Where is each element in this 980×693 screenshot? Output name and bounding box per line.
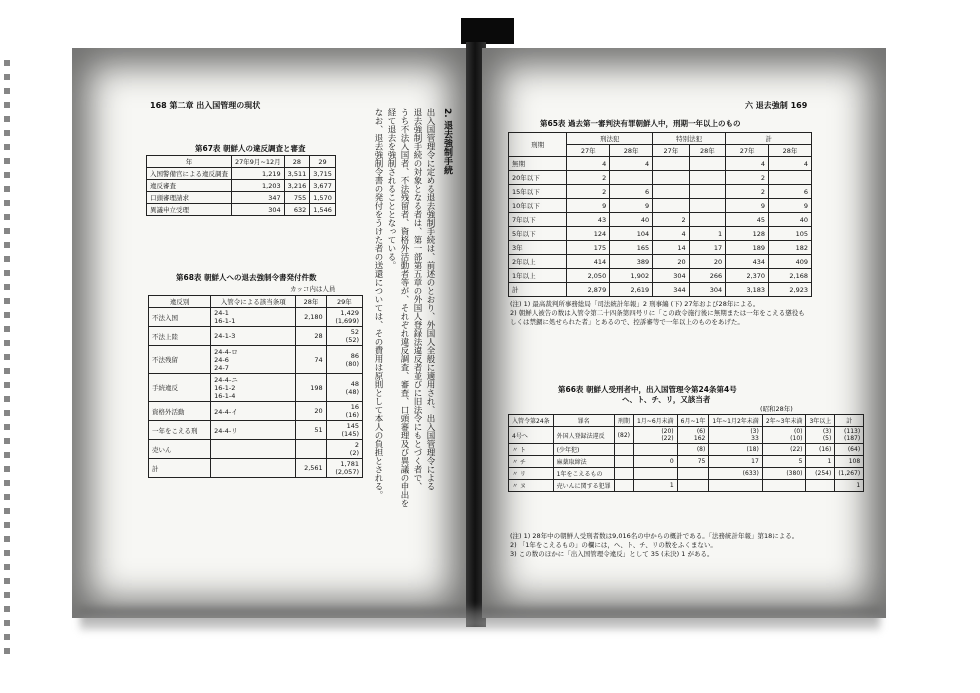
table-cell: 17 xyxy=(709,456,762,468)
table65-row-head: 刑期 xyxy=(509,133,567,157)
table-cell: 20 xyxy=(653,255,690,269)
table67-cell: 1,203 xyxy=(232,180,285,192)
table65-subheader: 28年 xyxy=(689,145,726,157)
table-cell: 24-1-3 xyxy=(211,327,296,346)
table-cell xyxy=(677,468,709,480)
table-cell: (1,267) xyxy=(835,468,864,480)
table67-cell: 3,216 xyxy=(284,180,310,192)
table-cell: 51 xyxy=(296,421,326,440)
table67-cell: 3,715 xyxy=(310,168,336,180)
table-cell: 1 xyxy=(806,456,835,468)
body-paragraph: うち不法入国者、不法残留者、資格外活動者等が、それぞれ違反調査、審査、口頭審理及び異議の申出を xyxy=(399,108,409,508)
table67-header-cell: 28 xyxy=(284,156,310,168)
table67-cell: 口頭審理請求 xyxy=(147,192,232,204)
table-cell: (18) xyxy=(709,444,762,456)
table-cell: 389 xyxy=(610,255,653,269)
table-cell: 2,370 xyxy=(726,269,769,283)
table-cell xyxy=(211,459,296,478)
table-cell xyxy=(677,480,709,492)
table-cell: 麻薬取締法 xyxy=(553,456,614,468)
table-cell: 4 xyxy=(769,157,812,171)
table-cell xyxy=(614,456,633,468)
table-cell: 9 xyxy=(769,199,812,213)
table65-notes xyxy=(510,300,810,327)
body-paragraph: 出入国管理令に定める退去強制手続は、前述のとおり、外国人全般に適用され、出入国管理令による xyxy=(425,108,435,491)
table-cell: 20 xyxy=(296,402,326,421)
table-cell: 7年以下 xyxy=(509,213,567,227)
table-cell xyxy=(689,199,726,213)
table-cell xyxy=(709,480,762,492)
table-row xyxy=(509,468,864,480)
table-row xyxy=(509,227,812,241)
table65-group-header: 計 xyxy=(726,133,812,145)
table-cell: (82) xyxy=(614,427,633,444)
table-cell: 計 xyxy=(509,283,567,297)
table-cell: (20) (22) xyxy=(633,427,677,444)
body-paragraph: なお、退去強制令書の発付をうけた者の送還については、その費用は原則として本人の負担とされる。 xyxy=(373,108,383,499)
table-cell xyxy=(614,480,633,492)
table-cell: 198 xyxy=(296,374,326,402)
table-cell xyxy=(689,185,726,199)
table-cell: 165 xyxy=(610,241,653,255)
table66-notes xyxy=(510,532,810,559)
table-row xyxy=(509,255,812,269)
table65-group-header: 刑法犯 xyxy=(567,133,653,145)
table-cell: 不法上陸 xyxy=(149,327,211,346)
table-cell xyxy=(653,171,690,185)
table65-caption: 第65表 過去第一審判決有罪朝鮮人中，刑期一年以上のもの xyxy=(540,119,741,128)
table66-header-cell: 計 xyxy=(835,415,864,427)
table-cell: 2 xyxy=(567,171,610,185)
table-row xyxy=(509,444,864,456)
table-row xyxy=(149,327,363,346)
table-cell: 0 xyxy=(633,456,677,468)
scan-edge-artifact xyxy=(4,60,10,660)
table67-cell: 入国警備官による違反調査 xyxy=(147,168,232,180)
table-cell xyxy=(689,213,726,227)
table-cell xyxy=(689,157,726,171)
table67-caption: 第67表 朝鮮人の違反調査と審査 xyxy=(195,144,306,153)
note-line: (注) 1) 最高裁判所事務総局「司法統計年報」2 刑事編 (下) 27年および28年による。 xyxy=(510,300,760,308)
table-cell: 266 xyxy=(689,269,726,283)
table-cell: (少年犯) xyxy=(553,444,614,456)
note-line: 3) この数のほかに「出入国管理令違反」として 35 (未決) 1 がある。 xyxy=(510,550,714,558)
section-heading: 2. 退去強制手続 xyxy=(442,108,452,175)
table-cell: 105 xyxy=(769,227,812,241)
table-cell: 4 xyxy=(610,157,653,171)
table-cell: 145 (145) xyxy=(326,421,362,440)
table-cell: 5 xyxy=(762,456,806,468)
table67-cell: 632 xyxy=(284,204,310,216)
table-cell: 3年 xyxy=(509,241,567,255)
right-running-head: 六 退去強制 169 xyxy=(745,101,808,110)
table-cell: 2,619 xyxy=(610,283,653,297)
table-cell: 1,781 (2,057) xyxy=(326,459,362,478)
table-cell: 6 xyxy=(769,185,812,199)
table-cell: 1年をこえるもの xyxy=(553,468,614,480)
table68-unit: カッコ内は人員 xyxy=(290,285,336,293)
table-row xyxy=(509,269,812,283)
table-cell xyxy=(614,444,633,456)
table67-cell: 347 xyxy=(232,192,285,204)
table-cell: (0) (10) xyxy=(762,427,806,444)
table-cell: 104 xyxy=(610,227,653,241)
table68-body xyxy=(149,308,363,478)
table-row xyxy=(149,374,363,402)
table-cell: 409 xyxy=(769,255,812,269)
table-cell: (3) (5) xyxy=(806,427,835,444)
table66-header-cell: 罪名 xyxy=(553,415,614,427)
table-cell: 2,050 xyxy=(567,269,610,283)
table-cell: 16 (16) xyxy=(326,402,362,421)
table-cell: 24-4-イ xyxy=(211,402,296,421)
table67-cell: 3,677 xyxy=(310,180,336,192)
table-cell xyxy=(614,468,633,480)
scan-black-block xyxy=(461,18,514,44)
table-cell: 3,183 xyxy=(726,283,769,297)
table-cell: 一年をこえる刑 xyxy=(149,421,211,440)
table-cell: 2,168 xyxy=(769,269,812,283)
table-cell: 2 xyxy=(567,185,610,199)
table66-header-cell: 3年以上 xyxy=(806,415,835,427)
table-cell: 2 (2) xyxy=(326,440,362,459)
table-cell: 86 (80) xyxy=(326,346,362,374)
table-cell: 304 xyxy=(689,283,726,297)
table-row xyxy=(509,480,864,492)
table-cell: 1 xyxy=(835,480,864,492)
table-row xyxy=(509,427,864,444)
table-cell: (380) xyxy=(762,468,806,480)
body-paragraph: 経て退去を強制されることとなっている。 xyxy=(386,108,396,270)
table-row xyxy=(509,241,812,255)
table66-header-cell: 1年~1月2年未満 xyxy=(709,415,762,427)
table-cell: 1 xyxy=(633,480,677,492)
table-cell: 2,180 xyxy=(296,308,326,327)
table66-header-cell: 入管令第24条 xyxy=(509,415,554,427)
table-cell: 45 xyxy=(726,213,769,227)
table-row xyxy=(149,402,363,421)
table-row xyxy=(509,456,864,468)
table66-caption: 第66表 朝鮮人受刑者中，出入国管理令第24条第4号 xyxy=(558,385,737,394)
body-paragraph: 退去強制手続の対象となる者は、第一部第五章の外国人登録法違反者並びに旧法令にもとづく者で、 xyxy=(412,108,422,491)
table-cell: (8) xyxy=(677,444,709,456)
table67-header-cell: 年 xyxy=(147,156,232,168)
table-cell: 10年以下 xyxy=(509,199,567,213)
table-cell: 108 xyxy=(835,456,864,468)
table-cell: 計 xyxy=(149,459,211,478)
table-cell xyxy=(296,440,326,459)
table-cell: 9 xyxy=(610,199,653,213)
table-cell: 1 xyxy=(689,227,726,241)
table66-caption-2: ヘ、ト、チ、リ，又該当者 xyxy=(622,395,711,404)
table-row xyxy=(149,421,363,440)
table-cell: 不法入国 xyxy=(149,308,211,327)
table-cell: 1,902 xyxy=(610,269,653,283)
table-cell: 2年以上 xyxy=(509,255,567,269)
table65-subheader: 28年 xyxy=(769,145,812,157)
table-cell: (64) xyxy=(835,444,864,456)
table-cell: 不法残留 xyxy=(149,346,211,374)
table-cell: 4 xyxy=(567,157,610,171)
table-cell: 40 xyxy=(769,213,812,227)
table-cell: 2 xyxy=(726,185,769,199)
table-row xyxy=(509,283,812,297)
table-cell: 24-4-ニ 16-1-2 16-1-4 xyxy=(211,374,296,402)
table-cell: 売いん xyxy=(149,440,211,459)
body-text xyxy=(372,108,436,558)
table-cell xyxy=(653,157,690,171)
table-cell xyxy=(806,480,835,492)
table-cell: 414 xyxy=(567,255,610,269)
table-cell: 9 xyxy=(726,199,769,213)
note-line: 2) 朝鮮人被告の数は入管令第二十四条第四号リに「この政令施行後に無期または一年をこえる懲役もしくは禁錮に処せられた者」とあるので、控訴審等で一年以上のものをあげた。 xyxy=(510,309,805,326)
table-row xyxy=(509,199,812,213)
table67-cell: 755 xyxy=(284,192,310,204)
table-cell: 128 xyxy=(726,227,769,241)
table-row xyxy=(149,346,363,374)
table-cell: 124 xyxy=(567,227,610,241)
table-cell: (6) 162 xyxy=(677,427,709,444)
table-cell: (3) 33 xyxy=(709,427,762,444)
table65-subheader: 27年 xyxy=(726,145,769,157)
table65-group-header: 特別法犯 xyxy=(653,133,726,145)
table-cell: 2 xyxy=(653,213,690,227)
table-cell: 74 xyxy=(296,346,326,374)
table-cell: 9 xyxy=(567,199,610,213)
table-cell xyxy=(610,171,653,185)
table-row xyxy=(149,308,363,327)
table-cell: 434 xyxy=(726,255,769,269)
table-cell: 1年以上 xyxy=(509,269,567,283)
table-cell: 40 xyxy=(610,213,653,227)
table-cell: 4 xyxy=(726,157,769,171)
table-cell: (16) xyxy=(806,444,835,456)
note-line: (注) 1) 28年中の朝鮮人受刑者数は9,016名の中からの概計である。「法務統計年報」第18による。 xyxy=(510,532,799,540)
table-cell: 〃 ト xyxy=(509,444,554,456)
table-cell: (22) xyxy=(762,444,806,456)
table-cell: 2,923 xyxy=(769,283,812,297)
table-cell: 20 xyxy=(689,255,726,269)
table-cell: 〃 チ xyxy=(509,456,554,468)
table67-cell: 3,511 xyxy=(284,168,310,180)
table68-header-cell: 違反別 xyxy=(149,296,211,308)
table-cell xyxy=(769,171,812,185)
table-cell: 無期 xyxy=(509,157,567,171)
table-row xyxy=(509,213,812,227)
table-cell xyxy=(762,480,806,492)
table66 xyxy=(508,414,864,492)
table67-cell: 1,546 xyxy=(310,204,336,216)
table-cell: 手続違反 xyxy=(149,374,211,402)
table-cell: 189 xyxy=(726,241,769,255)
table-cell: 28 xyxy=(296,327,326,346)
table65-subheader: 27年 xyxy=(567,145,610,157)
table67-header-cell: 29 xyxy=(310,156,336,168)
table-cell: 外国人登録法違反 xyxy=(553,427,614,444)
table-cell: 資格外活動 xyxy=(149,402,211,421)
table67-header-cell: 27年9月~12月 xyxy=(232,156,285,168)
table-cell xyxy=(633,468,677,480)
table-cell: 48 (48) xyxy=(326,374,362,402)
table68-header-cell: 29年 xyxy=(326,296,362,308)
table67-cell: 304 xyxy=(232,204,285,216)
table67-cell: 違反審査 xyxy=(147,180,232,192)
table-cell: 売いんに関する犯罪 xyxy=(553,480,614,492)
table-row xyxy=(509,185,812,199)
table-cell: 182 xyxy=(769,241,812,255)
table-cell: 〃 ヌ xyxy=(509,480,554,492)
table-row xyxy=(149,440,363,459)
table-cell xyxy=(211,440,296,459)
table-row xyxy=(149,459,363,478)
table66-body xyxy=(509,427,864,492)
table68-caption: 第68表 朝鮮人への退去強制令書発付件数 xyxy=(176,273,317,282)
table-cell: 14 xyxy=(653,241,690,255)
table-cell: 24-1 16-1-1 xyxy=(211,308,296,327)
table68-header-cell: 28年 xyxy=(296,296,326,308)
table66-header-cell: 刑期 xyxy=(614,415,633,427)
table-cell: (113) (187) xyxy=(835,427,864,444)
table65-body xyxy=(509,157,812,297)
table-cell: 2,879 xyxy=(567,283,610,297)
table67-cell: 異議申立受理 xyxy=(147,204,232,216)
table-cell: 1,429 (1,699) xyxy=(326,308,362,327)
table-cell: (633) xyxy=(709,468,762,480)
table-cell xyxy=(689,171,726,185)
table68-header-cell: 入管令による該当条項 xyxy=(211,296,296,308)
table67-cell: 1,570 xyxy=(310,192,336,204)
table65-subheader: 28年 xyxy=(610,145,653,157)
table-cell: 344 xyxy=(653,283,690,297)
table-cell: 15年以下 xyxy=(509,185,567,199)
table-cell: 17 xyxy=(689,241,726,255)
table-row xyxy=(147,192,336,204)
table-cell: 6 xyxy=(610,185,653,199)
table-cell: 5年以下 xyxy=(509,227,567,241)
table-row xyxy=(147,204,336,216)
table66-year: (昭和28年) xyxy=(760,405,793,413)
table65 xyxy=(508,132,812,297)
table-cell: 〃 リ xyxy=(509,468,554,480)
table-row xyxy=(147,168,336,180)
table-cell xyxy=(653,185,690,199)
table66-header-cell: 2年~3年未満 xyxy=(762,415,806,427)
table66-header-cell: 6月~1年 xyxy=(677,415,709,427)
table67-cell: 1,219 xyxy=(232,168,285,180)
table-cell: 2,561 xyxy=(296,459,326,478)
table-row xyxy=(509,157,812,171)
table-cell xyxy=(633,444,677,456)
table-cell: 2 xyxy=(726,171,769,185)
note-line: 2) 「1年をこえるもの」の欄には，ヘ、ト、チ、リの数をふくまない。 xyxy=(510,541,717,549)
table66-header-cell: 1月~6月未満 xyxy=(633,415,677,427)
table67 xyxy=(146,155,336,216)
table-cell: 175 xyxy=(567,241,610,255)
table-cell: 43 xyxy=(567,213,610,227)
table-cell: 20年以下 xyxy=(509,171,567,185)
page-bottom-shadow xyxy=(80,608,880,630)
table-cell: 304 xyxy=(653,269,690,283)
table-cell: 24-4-リ xyxy=(211,421,296,440)
table-row xyxy=(147,180,336,192)
table-cell: 4号へ xyxy=(509,427,554,444)
table68 xyxy=(148,295,363,478)
table-cell: 24-4-ロ 24-6 24-7 xyxy=(211,346,296,374)
table65-subheader: 27年 xyxy=(653,145,690,157)
table-cell xyxy=(653,199,690,213)
table-cell: 75 xyxy=(677,456,709,468)
table-cell: 4 xyxy=(653,227,690,241)
left-running-head: 168 第二章 出入国管理の現状 xyxy=(150,101,261,110)
table-row xyxy=(509,171,812,185)
table-cell: (254) xyxy=(806,468,835,480)
table-cell: 52 (52) xyxy=(326,327,362,346)
